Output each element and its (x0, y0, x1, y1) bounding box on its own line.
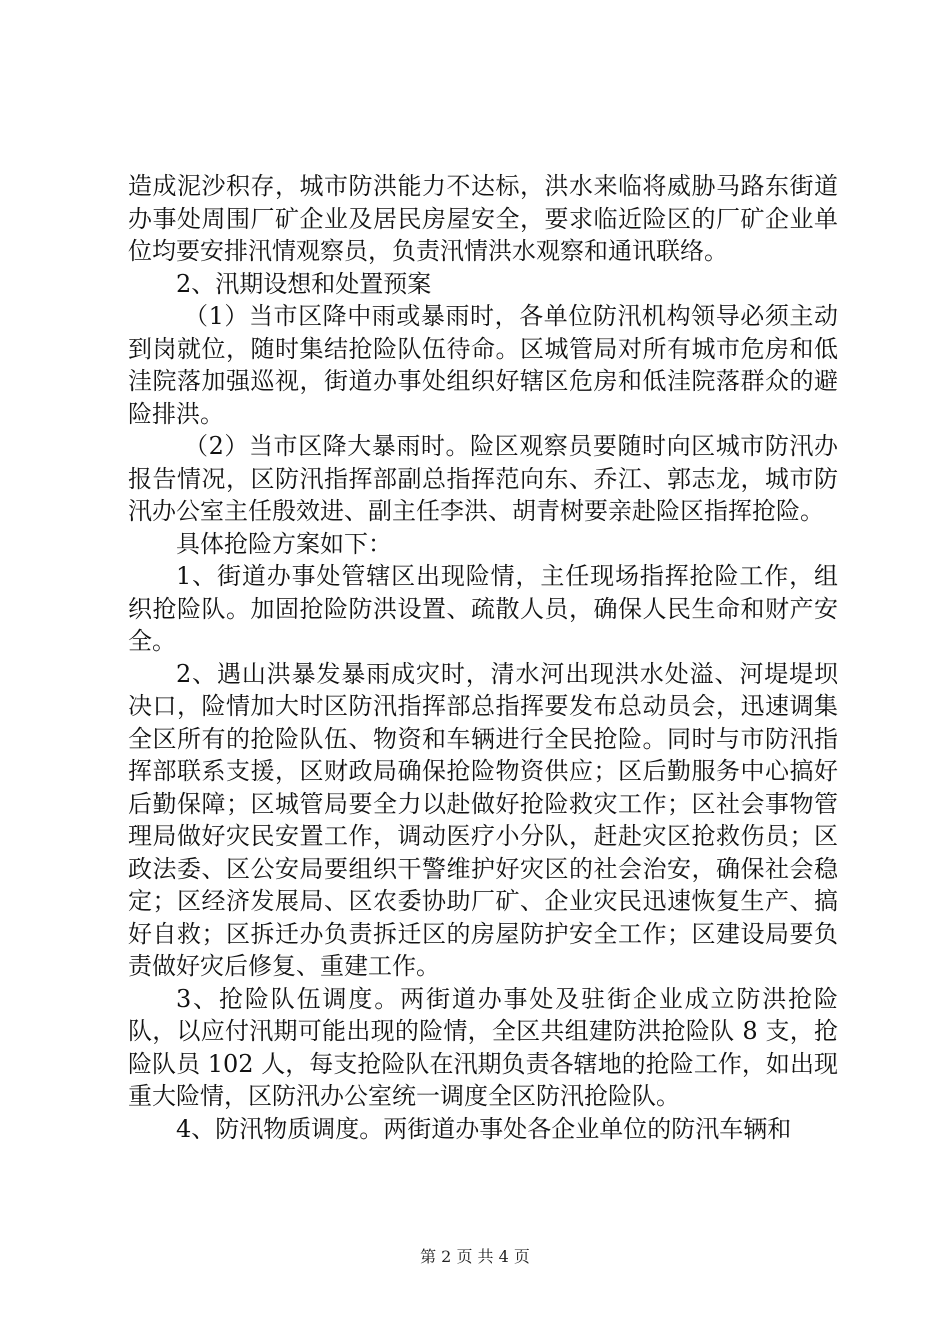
paragraph-4: （2）当市区降大暴雨时。险区观察员要随时向区城市防汛办报告情况，区防汛指挥部副总指挥范向东、乔江、郭志龙，城市防汛办公室主任殷效进、副主任李洪、胡青树要亲赴险区指挥抢险。 (128, 432, 838, 525)
paragraph-9: 4、防汛物质调度。两街道办事处各企业单位的防汛车辆和 (176, 1114, 792, 1143)
paragraph-7: 2、遇山洪暴发暴雨成灾时，清水河出现洪水处溢、河堤堤坝决口，险情加大时区防汛指挥部总指挥要发布总动员会，迅速调集全区所有的抢险队伍、物资和车辆进行全民抢险。同时与市防汛指挥部联系支援，区财政局确保抢险物资供应；区后勤服务中心搞好后勤保障；区城管局要全力以赴做好抢险救灾工作；区社会事物管理局做好灾民安置工作，调动医疗小分队，赶赴灾区抢救伤员；区政法委、区公安局要组织干警维护好灾区的社会治安，确保社会稳定；区经济发展局、区农委协助厂矿、企业灾民迅速恢复生产、搞好自救；区拆迁办负责拆迁区的房屋防护安全工作；区建设局要负责做好灾后修复、重建工作。 (128, 659, 838, 980)
document-body (128, 170, 838, 1145)
page-number-footer: 第 2 页 共 4 页 (420, 1247, 530, 1266)
paragraph-5: 具体抢险方案如下： (176, 529, 392, 558)
paragraph-1: 造成泥沙积存，城市防洪能力不达标，洪水来临将威胁马路东街道办事处周围厂矿企业及居民房屋安全，要求临近险区的厂矿企业单位均要安排汛情观察员，负责汛情洪水观察和通讯联络。 (128, 172, 838, 265)
paragraph-6: 1、街道办事处管辖区出现险情，主任现场指挥抢险工作，组织抢险队。加固抢险防洪设置、疏散人员，确保人民生命和财产安全。 (128, 562, 838, 655)
paragraph-2: 2、汛期设想和处置预案 (176, 269, 432, 298)
paragraph-3: （1）当市区降中雨或暴雨时，各单位防汛机构领导必须主动到岗就位，随时集结抢险队伍待命。区城管局对所有城市危房和低洼院落加强巡视，街道办事处组织好辖区危房和低洼院落群众的避险排洪。 (128, 302, 838, 428)
paragraph-8: 3、抢险队伍调度。两街道办事处及驻街企业成立防洪抢险队，以应付汛期可能出现的险情，全区共组建防洪抢险队 8 支，抢险队员 102 人，每支抢险队在汛期负责各辖地的抢险工作，如出现重大险情，区防汛办公室统一调度全区防汛抢险队。 (128, 984, 838, 1110)
